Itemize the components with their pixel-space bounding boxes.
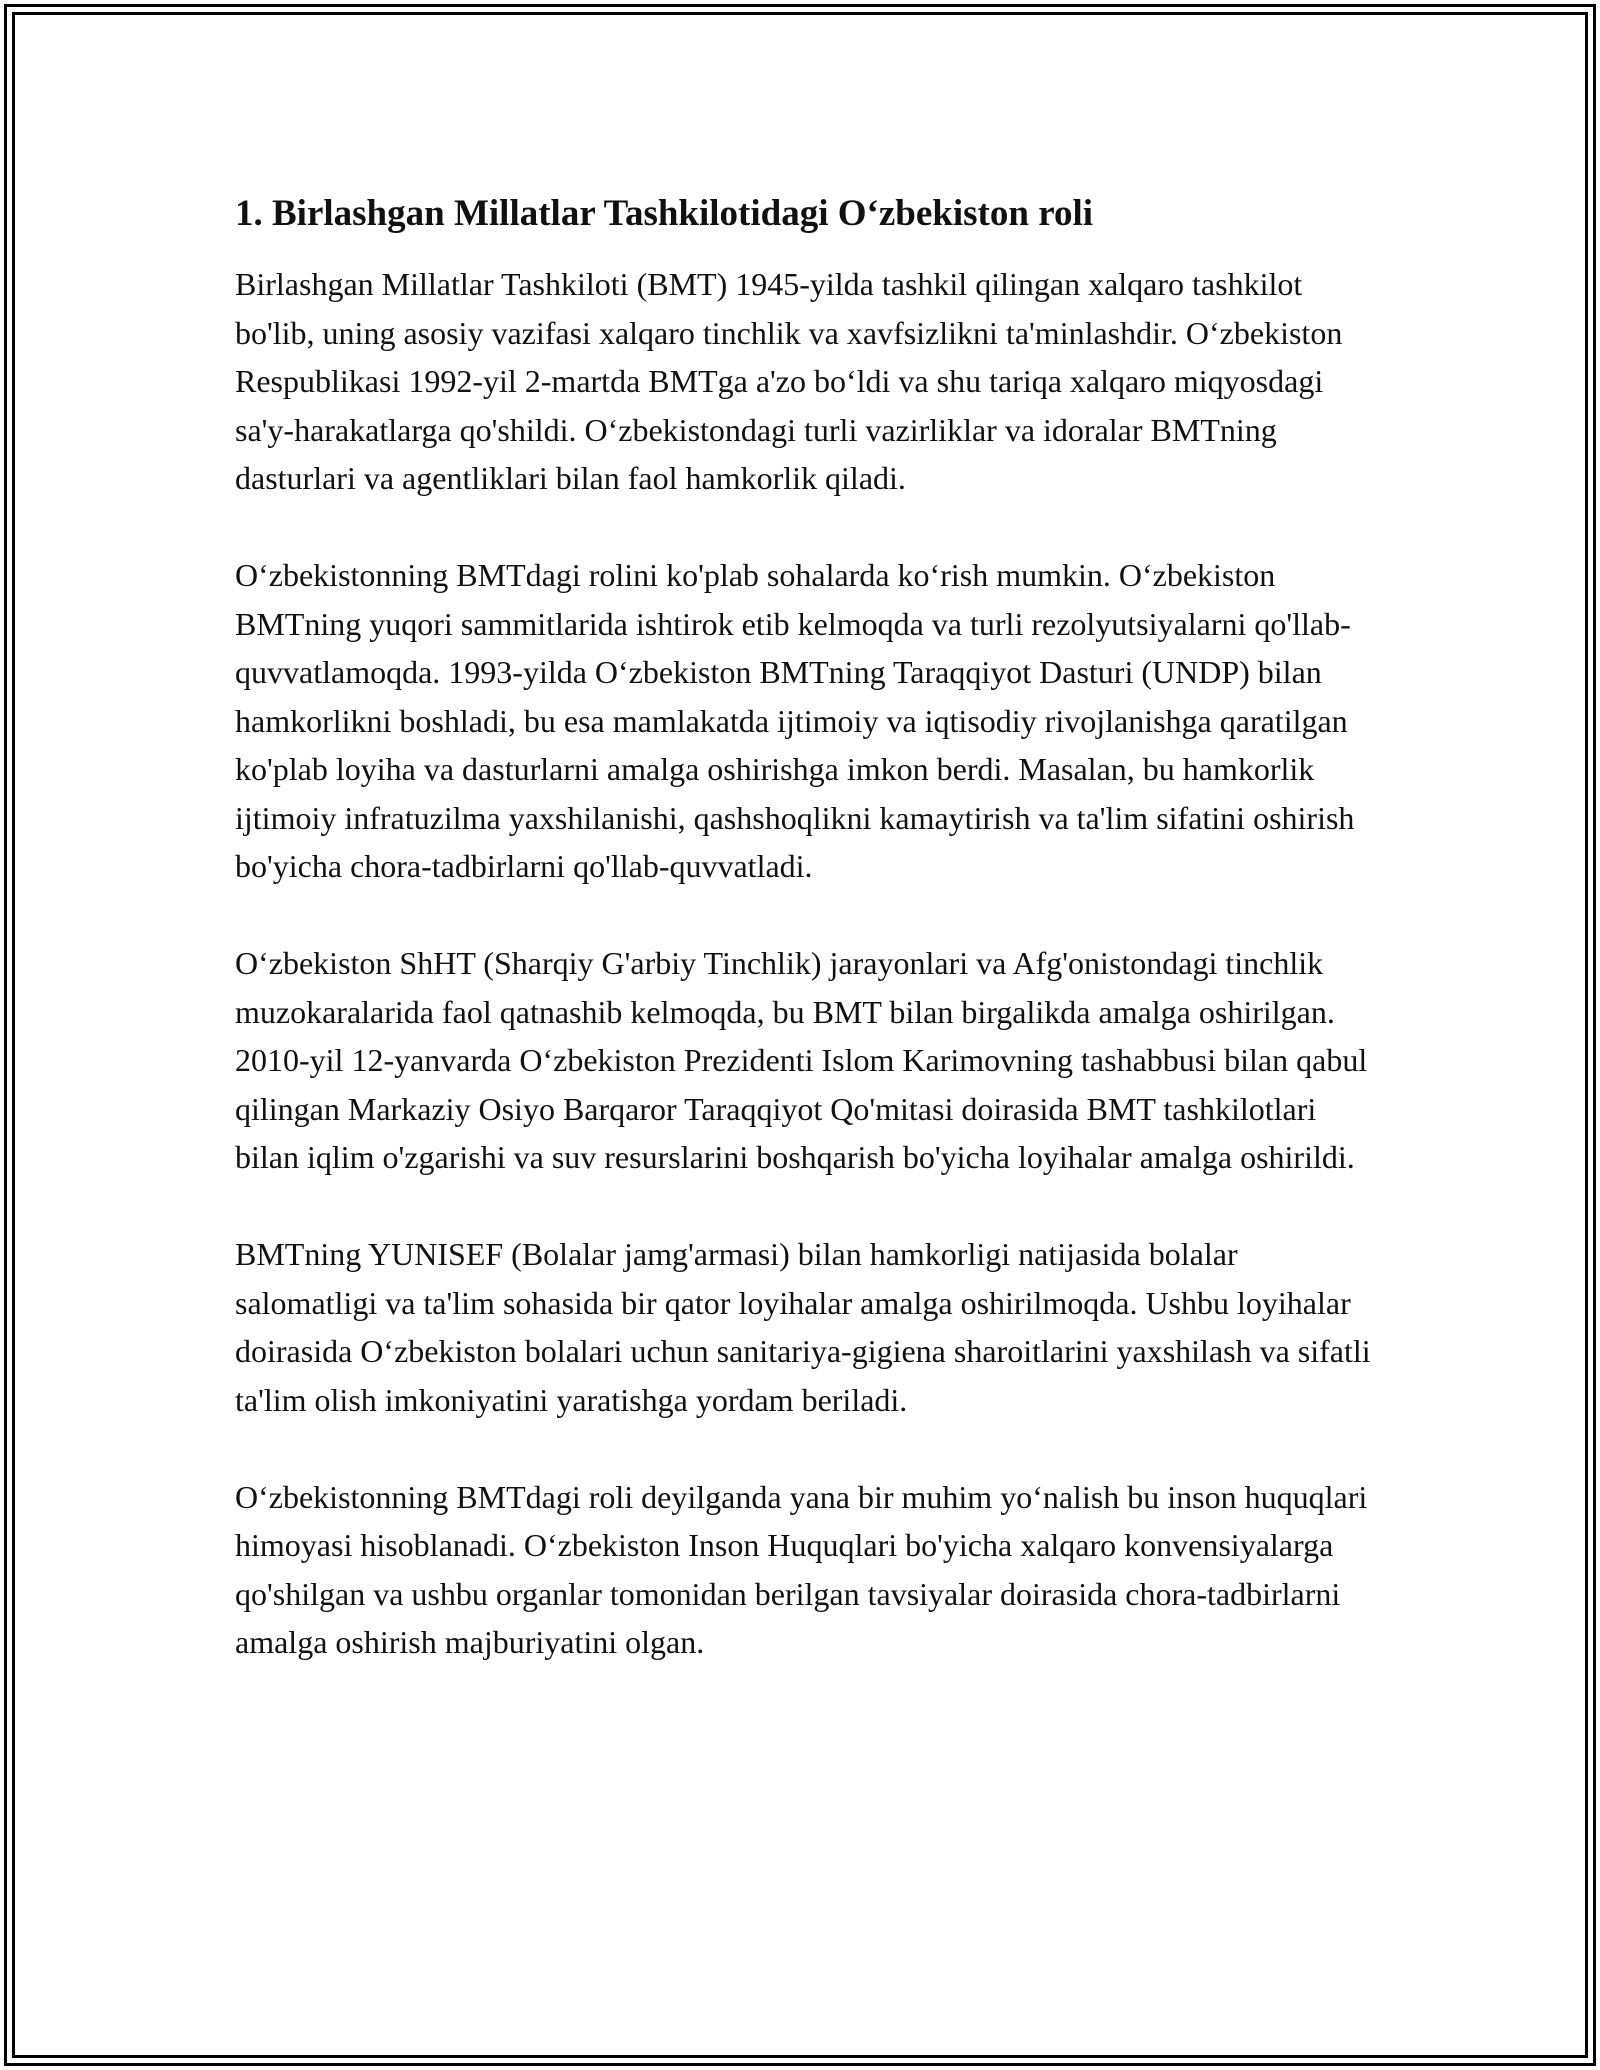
section-heading: 1. Birlashgan Millatlar Tashkilotidagi O‘zbekiston roli bbox=[235, 193, 1094, 234]
paragraph-4: BMTning YUNISEF (Bolalar jamg'armasi) bilan hamkorligi natijasida bolalar salomatligi va ta'lim sohasida bir qator loyihalar amalga oshirilmoqda. Ushbu loyihalar doirasida O‘zbekiston bolalari uchun sanitariya-gigiena sharoitlarini yaxshilash va sifatli ta'lim olish imkoniyatini yaratishga yordam beriladi. bbox=[235, 1236, 1371, 1418]
paragraph-5: O‘zbekistonning BMTdagi roli deyilganda yana bir muhim yo‘nalish bu inson huquqlari himoyasi hisoblanadi. O‘zbekiston Inson Huquqlari bo'yicha xalqaro konvensiyalarga qo'shilgan va ushbu organlar tomonidan berilgan tavsiyalar doirasida chora-tadbirlarni amalga oshirish majburiyatini olgan. bbox=[235, 1478, 1368, 1660]
paragraph-1: Birlashgan Millatlar Tashkiloti (BMT) 1945-yilda tashkil qilingan xalqaro tashkilot bo'lib, uning asosiy vazifasi xalqaro tinchlik va xavfsizlikni ta'minlashdir. O‘zbekiston Respublikasi 1992-yil 2-martda BMTga a'zo bo‘ldi va shu tariqa xalqaro miqyosdagi sa'y-harakatlarga qo'shildi. O‘zbekistondagi turli vazirliklar va idoralar BMTning dasturlari va agentliklari bilan faol hamkorlik qiladi. bbox=[235, 266, 1343, 496]
document-body bbox=[235, 188, 1375, 1715]
paragraph-2: O‘zbekistonning BMTdagi rolini ko'plab sohalarda ko‘rish mumkin. O‘zbekiston BMTning yuqori sammitlarida ishtirok etib kelmoqda va turli rezolyutsiyalarni qo'llab-quvvatlamoqda. 1993-yilda O‘zbekiston BMTning Taraqqiyot Dasturi (UNDP) bilan hamkorlikni boshladi, bu esa mamlakatda ijtimoiy va iqtisodiy rivojlanishga qaratilgan ko'plab loyiha va dasturlarni amalga oshirishga imkon berdi. Masalan, bu hamkorlik ijtimoiy infratuzilma yaxshilanishi, qashshoqlikni kamaytirish va ta'lim sifatini oshirish bo'yicha chora-tadbirlarni qo'llab-quvvatladi. bbox=[235, 557, 1355, 884]
paragraph-3: O‘zbekiston ShHT (Sharqiy G'arbiy Tinchlik) jarayonlari va Afg'onistondagi tinchlik muzokaralarida faol qatnashib kelmoqda, bu BMT bilan birgalikda amalga oshirilgan. 2010-yil 12-yanvarda O‘zbekiston Prezidenti Islom Karimovning tashabbusi bilan qabul qilingan Markaziy Osiyo Barqaror Taraqqiyot Qo'mitasi doirasida BMT tashkilotlari bilan iqlim o'zgarishi va suv resurslarini boshqarish bo'yicha loyihalar amalga oshirildi. bbox=[235, 945, 1368, 1175]
